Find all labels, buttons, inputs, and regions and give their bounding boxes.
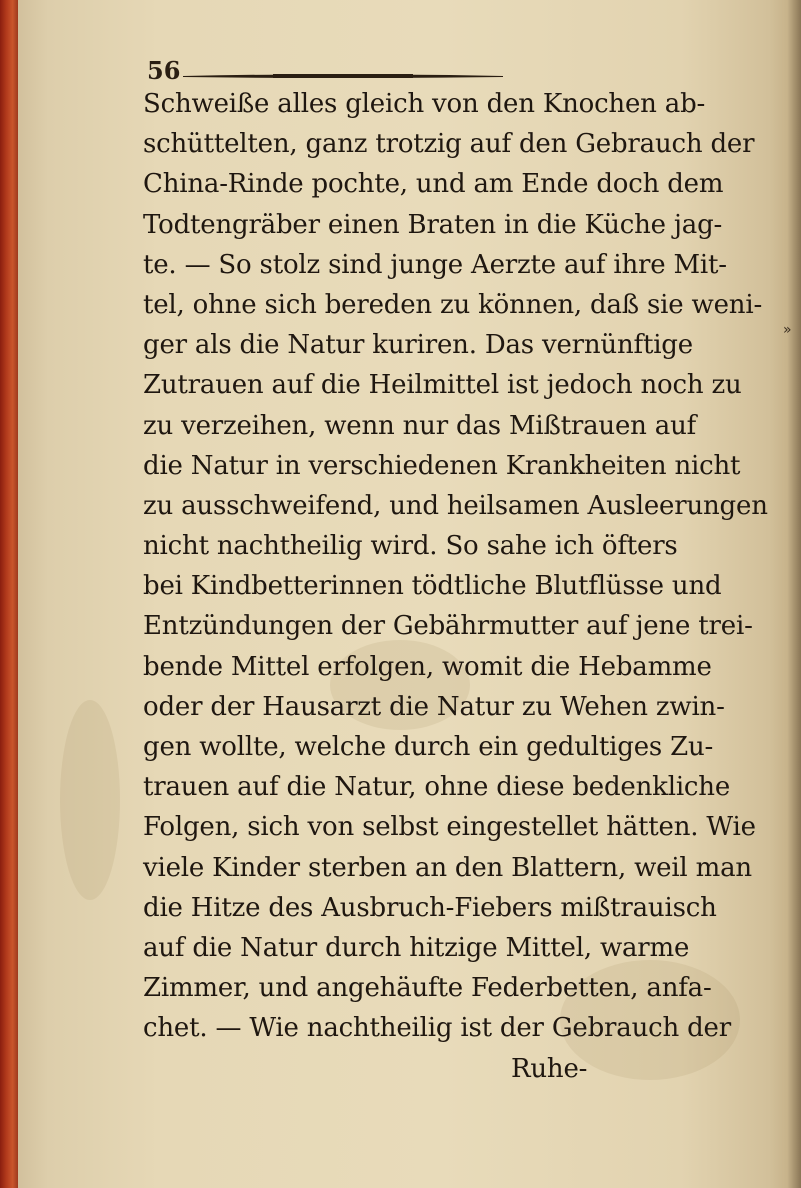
text-line: Schweiße alles gleich von den Knochen ab- (143, 89, 706, 119)
text-line: chet. — Wie nachtheilig ist der Gebrauch der (143, 1013, 731, 1044)
text-line: Entzündungen der Gebährmutter auf jene trei- (143, 611, 753, 642)
text-line: auf die Natur durch hitzige Mittel, warme (143, 932, 690, 963)
text-line: zu verzeihen, wenn nur das Mißtrauen auf (143, 410, 697, 441)
text-line: zu ausschweifend, und heilsamen Ausleerungen (143, 490, 768, 521)
text-line: gen wollte, welche durch ein gedultiges Zu- (143, 732, 714, 762)
text-line: Todtengräber einen Braten in die Küche jag- (143, 209, 723, 240)
page-right-edge (787, 0, 801, 1188)
text-line: die Natur in verschiedenen Krankheiten nicht (143, 450, 741, 481)
page-number: 56 (147, 56, 181, 85)
text-line: Zutrauen auf die Heilmittel ist jedoch noch zu (143, 370, 742, 401)
text-line: ger als die Natur kuriren. Das vernünftige (143, 330, 693, 361)
body-text (143, 84, 768, 1089)
catchword: Ruhe- (511, 1053, 588, 1084)
text-line: China-Rinde pochte, und am Ende doch dem (143, 169, 724, 200)
text-line: tel, ohne sich bereden zu können, daß sie weni- (143, 289, 763, 320)
margin-mark-icon: » (783, 322, 792, 338)
text-line: oder der Hausarzt die Natur zu Wehen zwin- (143, 691, 725, 722)
text-line: trauen auf die Natur, ohne diese bedenkliche (143, 772, 731, 803)
header-rule (183, 72, 503, 80)
text-line: die Hitze des Ausbruch-Fiebers mißtrauisch (143, 892, 717, 923)
text-line: bende Mittel erfolgen, womit die Hebamme (143, 651, 712, 682)
text-line: viele Kinder sterben an den Blattern, weil man (143, 852, 752, 883)
text-line: Zimmer, und angehäufte Federbetten, anfa- (143, 973, 712, 1004)
text-line: te. — So stolz sind junge Aerzte auf ihre Mit- (143, 249, 727, 280)
paper-stain (60, 700, 120, 900)
text-line: bei Kindbetterinnen tödtliche Blutflüsse und (143, 571, 722, 602)
book-binding-edge (0, 0, 18, 1188)
text-line: Folgen, sich von selbst eingestellet hätten. Wie (143, 812, 756, 843)
text-line: schüttelten, ganz trotzig auf den Gebrauch der (143, 129, 755, 160)
text-line: nicht nachtheilig wird. So sahe ich öfters (143, 531, 678, 562)
